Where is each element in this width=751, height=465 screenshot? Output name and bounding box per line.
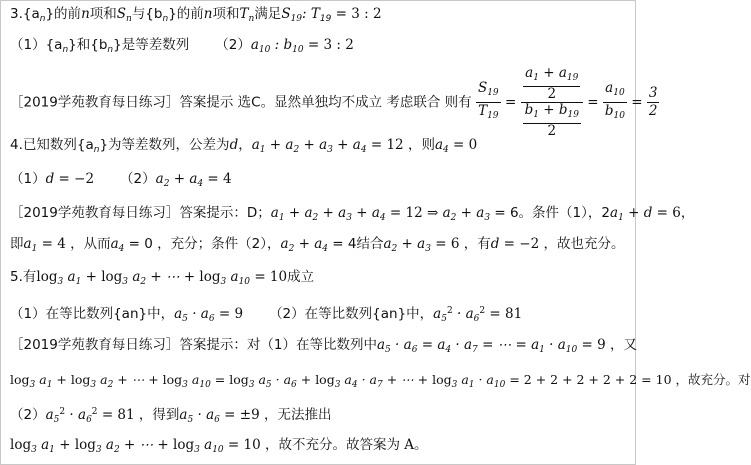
problem-4-statement: 4.已知数列$\{a_n\}$为等差数列，公差为d，$a_1 + a_2 + a_3 + a_4 = 12$ ，则$a_4 = 0$ — [10, 137, 478, 155]
problem-5-statement: 5.有$\log_3 a_1 + \log_3 a_2$ + ⋯ + $\log_3 a_{10} = 10$成立 — [10, 269, 315, 287]
problem-5-hint-line-1: ［2019学苑教育每日练习］答案提示：对（1）在等比数列中$a_5 \cdot a_6 = a_4 \cdot a_7$ = ⋯ = $a_1 \cdot a_{10} = 9$ ，又 — [10, 337, 638, 355]
problem-3-statement: $3.\{a_n\}$的前n项和$S_n$与$\{b_n\}$的前n项和$T_n$满足$S_{19}$: $T_{19} = 3$ : 2 — [10, 6, 382, 24]
problem-5-hint-line-3: $(2)a_5^2 \cdot a_6^2 = 81$ ，得到$a_5 \cdot a_6 = \pm 9$ ，无法推出 — [10, 407, 332, 425]
fraction-3-2: $\frac{3}{2}$ — [648, 85, 658, 119]
fraction-s19-t19: $\frac{S_{19}}{T_{19}}$ — [477, 80, 499, 121]
problem-4-hint-line-2: 即$a_1 = 4$ ，从而$a_4 = 0$ ，充分；条件（2），$a_2 + a_4 = 4$结合$a_2 + a_3 = 6$ ，有d = −2 ，故也充分。 — [10, 236, 625, 254]
problem-4-options: （1）d = −2 $(2)a_2 + a_4 = 4$ — [10, 171, 232, 189]
problem-3-hint: ［2019学苑教育每日练习］答案提示 选C。显然单独均不成立 考虑联合 则有 $\frac{S_{19}}{T_{19}}$ = $\frac{\frac{a_1 + a_{19}}{2}}{\frac{b_1 + b_{19}}{2}}$ = $\frac{a_{10}}{b_{10}}$ = $\frac{3}{2}$ — [10, 65, 658, 139]
fraction-a-sum-over-2: $\frac{\frac{a_1 + a_{19}}{2}}{\frac{b_1 + b_{19}}{2}}$ — [521, 66, 583, 139]
problem-5-hint-line-2: $\log_3 a_1 + \log_3 a_2$ + ⋯ + $\log_3 a_{10} = \log_3 a_5 \cdot a_6 + \log_3 a_4 \cdot a_7$ + ⋯ + $\log_3 a_1 \cdot a_{10} = 2 + 2 + 2 + 2 + 2 = 10$ ，故充分。对 — [10, 372, 751, 390]
fraction-a10-b10: $\frac{a_{10}}{b_{10}}$ — [604, 80, 625, 121]
problem-5-options: （1）在等比数列{an}中，$a_5 \cdot a_6 = 9$ （2）在等比数列{an}中，$a_5^2 \cdot a_6^2 = 81$ — [10, 306, 523, 324]
problem-3-options: $(1)\{a_n\}$和$\{b_n\}$是等差数列 $(2)a_{10}$ : $b_{10} = 3$ : 2 — [10, 37, 354, 55]
problem-5-hint-line-4: $\log_3 a_1 + \log_3 a_2$ + ⋯ + $\log_3 a_{10} = 10$ ，故不充分。故答案为 A。 — [10, 437, 428, 455]
problem-4-hint-line-1: ［2019学苑教育每日练习］答案提示：D；$a_1 + a_2 + a_3 + a_4 = 12$ ⇒ $a_2 + a_3 = 6$。条件（1），$2a_1 + d = 6$， — [10, 205, 695, 223]
